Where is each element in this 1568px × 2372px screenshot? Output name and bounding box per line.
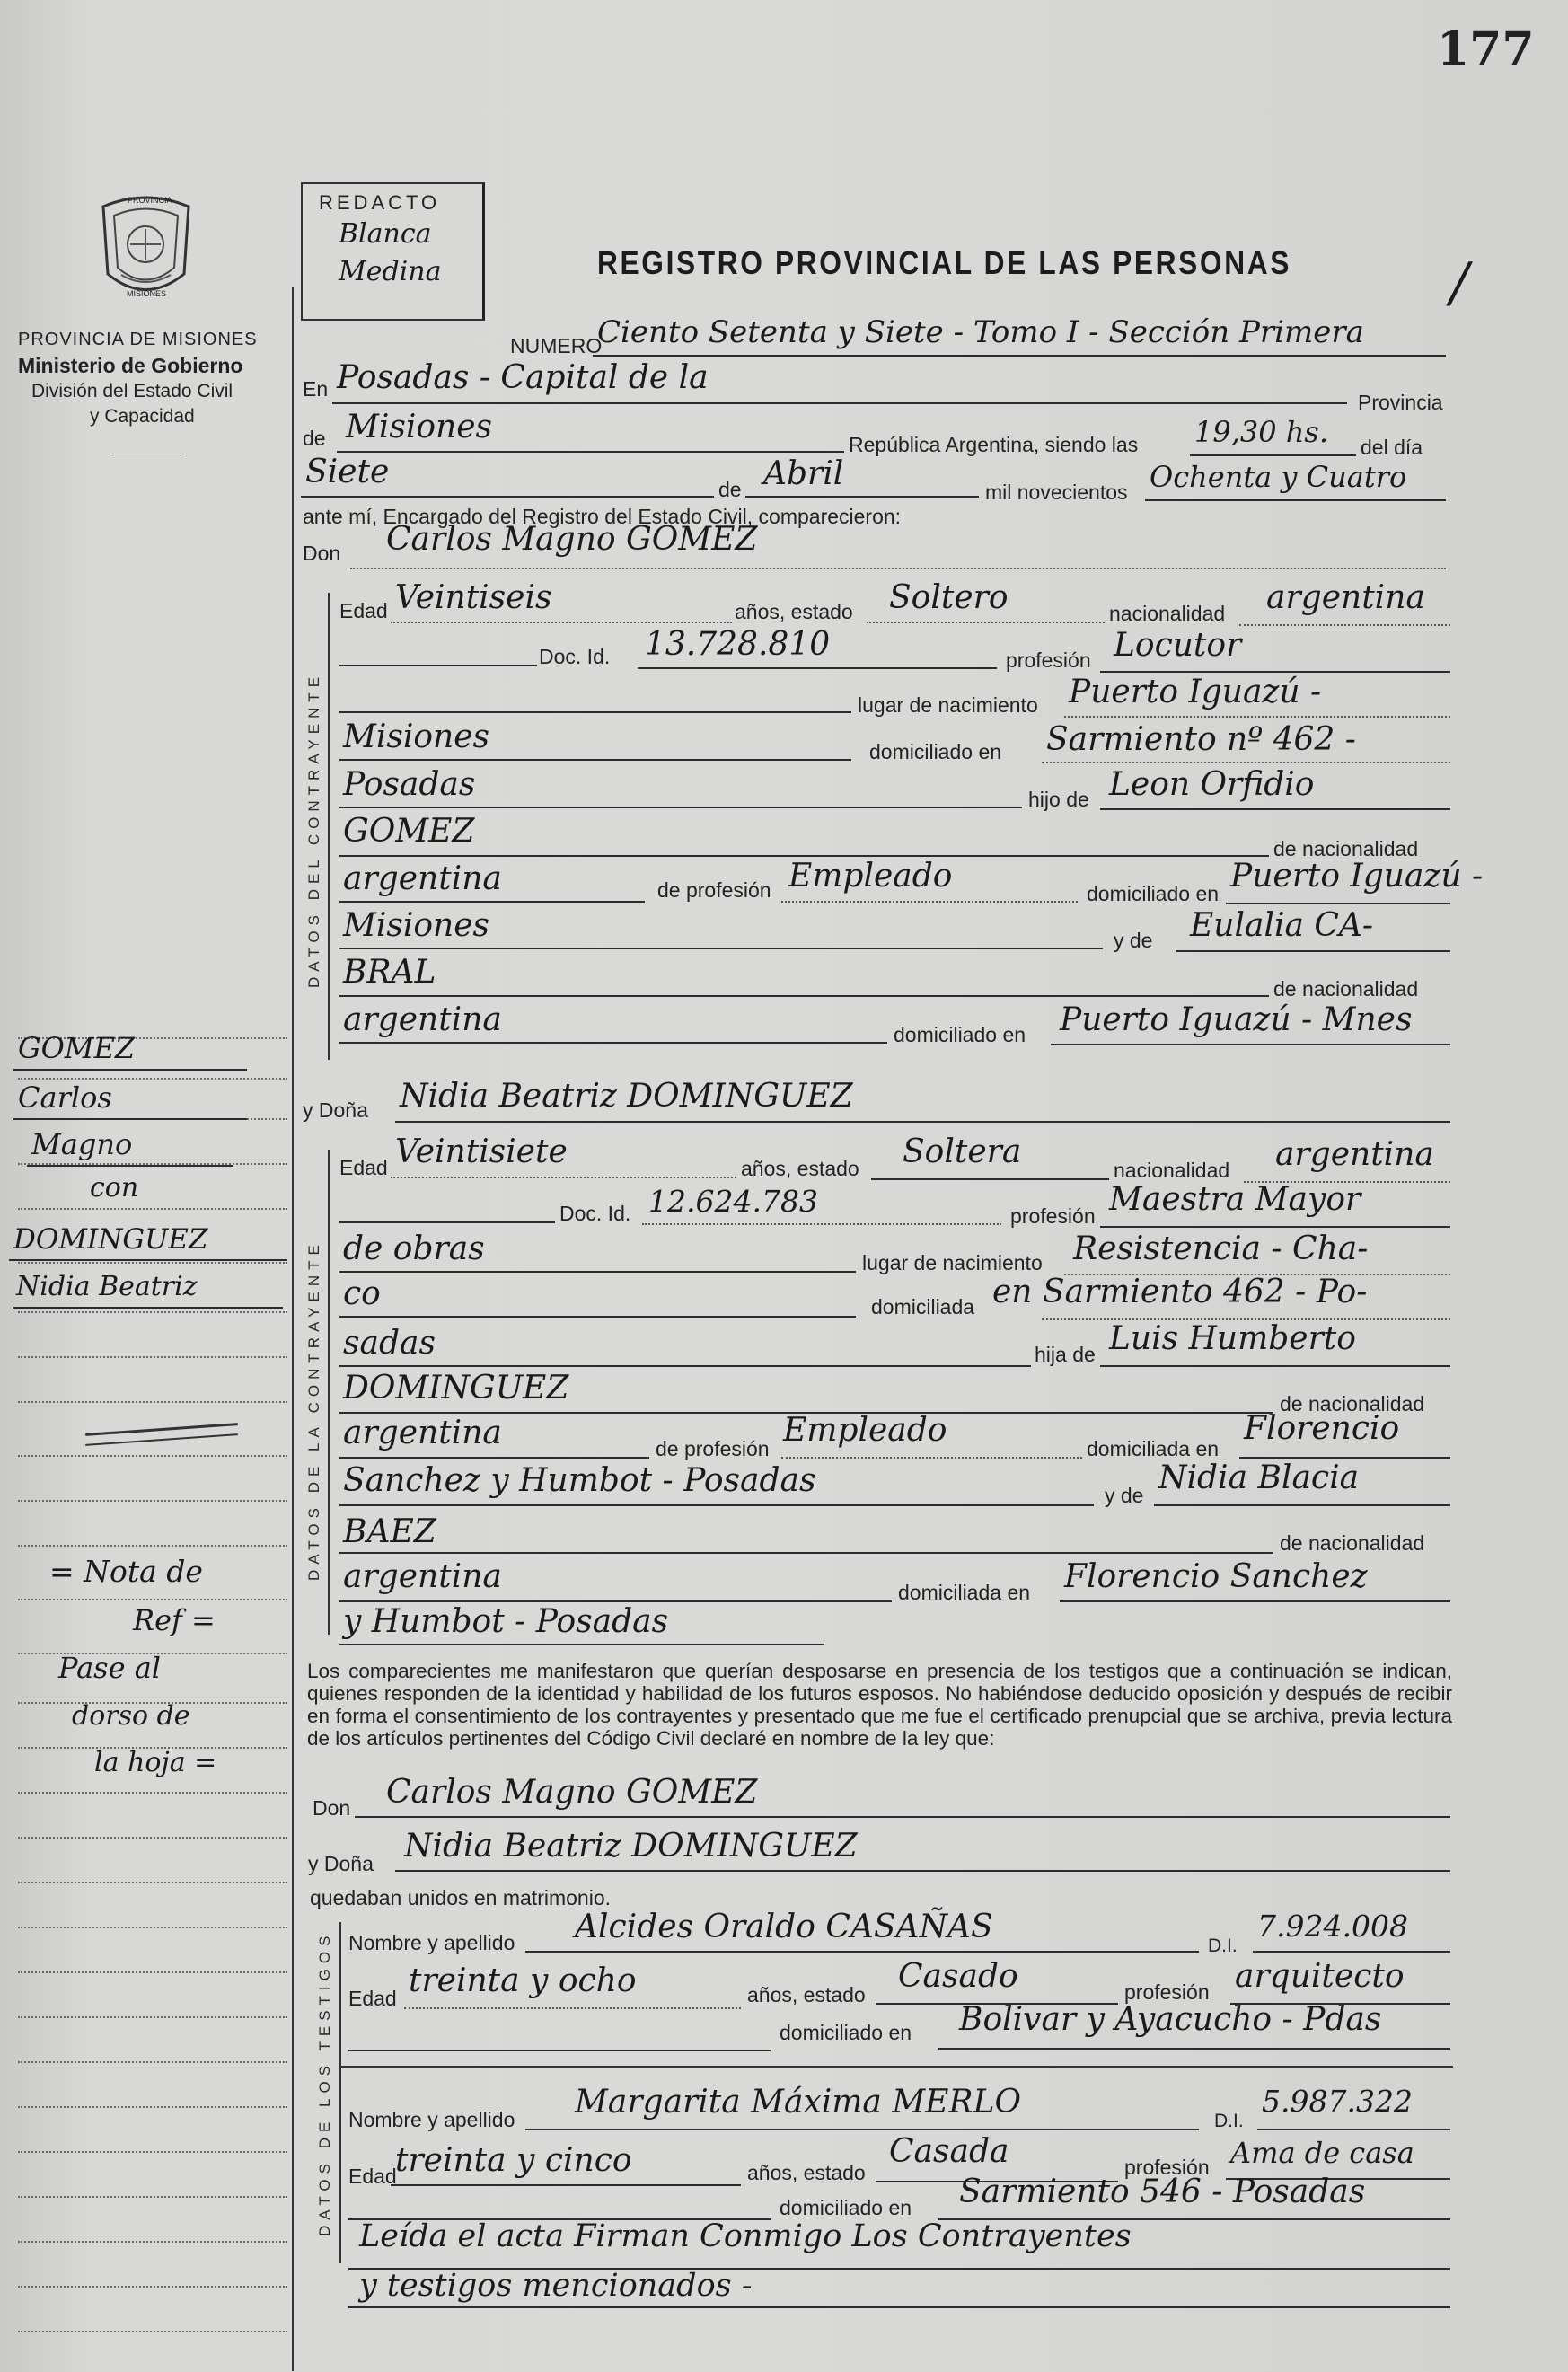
cierre-line-1: Leída el acta Firman Conmigo Los Contrayentes: [359, 2218, 1132, 2254]
dom-line: [1042, 762, 1450, 763]
estado-line: [867, 622, 1105, 623]
f-madre2-line: [339, 1552, 1273, 1554]
de-prof-label: de profesión: [657, 878, 771, 902]
dia-value: Siete: [305, 454, 390, 490]
margin-rule: [18, 1545, 287, 1547]
f-madre-dom2-line: [339, 1644, 824, 1645]
contrayente-f-nombre: Nidia Beatriz DOMINGUEZ: [400, 1078, 853, 1115]
contrayente-edad: Veintiseis: [395, 579, 552, 616]
lugar-blank-line: [339, 711, 851, 713]
redacto-hand-2: Medina: [339, 256, 442, 287]
f-dom2-line: [339, 1365, 1031, 1367]
margin-rule: [18, 2196, 287, 2198]
madre-domicilio: Puerto Iguazú - Mnes: [1060, 1001, 1413, 1038]
margin-rule: [18, 2106, 287, 2108]
testigos-bracket: [339, 1922, 341, 2263]
contrayente-f-bracket: [328, 1150, 330, 1635]
margin-note-surname-underline: [13, 1069, 247, 1071]
mes-value: Abril: [763, 455, 844, 492]
mil-label: mil novecientos: [985, 481, 1128, 504]
f-padre-domicilio: Florencio: [1244, 1410, 1400, 1447]
margin-note-ref-4: dorso de: [72, 1700, 190, 1732]
redacto-hand-1: Blanca: [339, 218, 432, 250]
f-padre-profesion: Empleado: [783, 1412, 947, 1449]
padre-domicilio-2: Misiones: [343, 907, 490, 944]
contrayente-f-domicilio-2: sadas: [343, 1325, 436, 1362]
en-line: [332, 402, 1347, 404]
t1-edad: treinta y ocho: [409, 1962, 637, 1999]
contrayente-f-nacionalidad: argentina: [1275, 1136, 1434, 1173]
t1-nombre-line: [525, 1951, 1199, 1953]
margin-rule: [18, 1262, 287, 1264]
margin-rule: [18, 1208, 287, 1210]
margin-rule: [18, 1455, 287, 1457]
contrayente-f-side-label: DATOS DE LA CONTRAYENTE: [305, 1239, 322, 1581]
margin-strike-mark: [85, 1433, 238, 1446]
form-left-border: [292, 287, 294, 2371]
t2-di-line: [1257, 2129, 1450, 2130]
contrayente-f-edad: Veintisiete: [395, 1133, 568, 1170]
f-padre-dom-label: domiciliada en: [1087, 1437, 1220, 1460]
hijo-label: hijo de: [1028, 788, 1089, 811]
contrayente-f-lugar: Resistencia - Cha-: [1073, 1230, 1369, 1267]
contrayente-profesion: Locutor: [1114, 627, 1242, 664]
de-nac-label: de nacionalidad: [1273, 837, 1419, 860]
t2-profesion: Ama de casa: [1230, 2136, 1414, 2170]
dia-line: [301, 496, 714, 498]
t2-estado: Casada: [889, 2133, 1009, 2170]
dona-label: y Doña: [303, 1098, 368, 1122]
numero-label: NUMERO: [510, 334, 603, 357]
decl-dona-label: y Doña: [308, 1852, 374, 1875]
anio-line: [1145, 499, 1446, 501]
margin-rule: [18, 1971, 287, 1973]
lugar-line: [1064, 716, 1450, 718]
margin-note-surname-2: DOMINGUEZ: [13, 1223, 208, 1256]
margin-note-name-2: Nidia Beatriz: [16, 1271, 198, 1302]
contrayente-f-lugar-2: co: [343, 1275, 381, 1312]
margin-rule: [18, 1599, 287, 1600]
padre-nac-line: [339, 901, 645, 903]
republica-label: República Argentina, siendo las: [849, 433, 1139, 456]
f-estado-line: [871, 1178, 1109, 1180]
t1-dom-blank-line: [348, 2050, 771, 2051]
nac-label: nacionalidad: [1109, 602, 1226, 625]
de2-label: de: [718, 478, 742, 501]
ministry-label: Ministerio de Gobierno: [18, 354, 243, 377]
contrayente-padre-2: GOMEZ: [343, 813, 475, 850]
contrayente-side-label: DATOS DEL CONTRAYENTE: [305, 671, 322, 988]
decl-don-value: Carlos Magno GOMEZ: [386, 1774, 758, 1811]
margin-rule: [18, 2331, 287, 2332]
contrayente-lugar: Puerto Iguazú -: [1069, 674, 1322, 710]
seal-text-top: PROVINCIA: [128, 196, 172, 205]
f-madre-line: [1154, 1504, 1450, 1506]
decl-don-label: Don: [313, 1796, 351, 1820]
f-lugar2-line: [339, 1316, 856, 1318]
contrayente-f-madre-2: BAEZ: [343, 1513, 436, 1550]
t2-anios-label: años, estado: [747, 2161, 866, 2184]
don-label: Don: [303, 542, 341, 565]
margin-note-middle-underline: [27, 1165, 233, 1167]
margin-note-middle: Magno: [31, 1127, 133, 1161]
f-anios-label: años, estado: [741, 1157, 859, 1180]
lugar-label: lugar de nacimiento: [858, 693, 1038, 717]
anio-value: Ochenta y Cuatro: [1150, 460, 1407, 494]
margin-rule: [18, 1500, 287, 1502]
f-madre-nacionalidad: argentina: [343, 1558, 502, 1595]
del-dia-label: del día: [1361, 436, 1423, 459]
t1-prof-label: profesión: [1124, 1980, 1210, 2004]
padre-dom2-line: [339, 948, 1103, 949]
t1-estado: Casado: [898, 1958, 1018, 1995]
margin-note-name-2-underline: [13, 1307, 283, 1309]
f-de-prof-label: de profesión: [656, 1437, 770, 1460]
decl-dona-line: [395, 1870, 1450, 1872]
f-de-nac-label: de nacionalidad: [1280, 1392, 1425, 1415]
t1-edad-label: Edad: [348, 1987, 397, 2010]
madre-nac-label: de nacionalidad: [1273, 977, 1419, 1001]
t1-profesion: arquitecto: [1235, 1958, 1405, 1995]
dom-label: domiciliado en: [869, 740, 1002, 763]
t1-dom-label: domiciliado en: [780, 2021, 912, 2044]
f-y-de-label: y de: [1105, 1484, 1144, 1507]
contrayente-lugar-2: Misiones: [343, 719, 490, 755]
padre2-line: [339, 855, 1269, 857]
madre-dom-line: [1051, 1044, 1450, 1045]
margin-rule: [18, 2151, 287, 2153]
mes-line: [745, 496, 979, 498]
madre-dom-label: domiciliado en: [894, 1023, 1026, 1046]
redacto-box: [301, 182, 485, 321]
contrayente-domicilio: Sarmiento nº 462 -: [1046, 721, 1356, 758]
anios-label: años, estado: [735, 600, 853, 623]
f-padre-domicilio-2: Sanchez y Humbot - Posadas: [343, 1462, 816, 1499]
contrayente-f-domicilio: en Sarmiento 462 - Po-: [992, 1274, 1368, 1310]
margin-note-surname: GOMEZ: [18, 1031, 136, 1065]
padre-prof-line: [781, 901, 1078, 903]
madre2-line: [339, 995, 1269, 997]
padre-profesion: Empleado: [788, 858, 953, 895]
t1-domicilio: Bolivar y Ayacucho - Pdas: [959, 2001, 1382, 2038]
contrayente-doc: 13.728.810: [645, 626, 831, 663]
f-madre-nac-label: de nacionalidad: [1280, 1531, 1425, 1555]
t2-dom-label: domiciliado en: [780, 2196, 912, 2219]
margin-note-name: Carlos: [18, 1080, 112, 1115]
margin-note-name-underline: [13, 1118, 247, 1120]
f-hija-label: hija de: [1035, 1343, 1096, 1366]
madre-line: [1176, 950, 1450, 952]
f-lugar-label: lugar de nacimiento: [862, 1251, 1043, 1274]
margin-rule: [18, 1311, 287, 1313]
contrayente-f-padre: Luis Humberto: [1109, 1320, 1356, 1357]
dom2-line: [339, 807, 1022, 808]
prof-line: [1100, 671, 1450, 673]
margin-note-surname-2-underline: [9, 1259, 287, 1261]
margin-rule: [18, 2286, 287, 2288]
f-padre-prof-line: [781, 1457, 1082, 1459]
contrayente-f-profesion: Maestra Mayor: [1109, 1181, 1361, 1218]
contrayente-bracket: [328, 593, 330, 1060]
margin-rule: [18, 1882, 287, 1883]
margin-rule: [18, 2061, 287, 2063]
contrayente-f-madre: Nidia Blacia: [1158, 1459, 1360, 1496]
corner-mark: /: [1450, 251, 1469, 314]
decl-dona-value: Nidia Beatriz DOMINGUEZ: [404, 1828, 858, 1865]
f-madre-domicilio-2: y Humbot - Posadas: [343, 1603, 669, 1640]
margin-rule: [18, 1401, 287, 1403]
nac-line: [1239, 624, 1450, 626]
margin-note-ref-2: Ref =: [133, 1603, 216, 1637]
doc-blank-line: [339, 665, 537, 666]
contrayente-domicilio-2: Posadas: [343, 766, 476, 803]
f-prof-label: profesión: [1010, 1204, 1096, 1228]
t1-nombre: Alcides Oraldo CASAÑAS: [575, 1909, 993, 1945]
de-label: de: [303, 427, 326, 450]
t2-di-label: D.I.: [1214, 2111, 1244, 2131]
cierre2-line: [348, 2306, 1450, 2308]
contrayente-f-padre-2: DOMINGUEZ: [343, 1370, 569, 1406]
madre-nacionalidad: argentina: [343, 1001, 502, 1038]
edad-line: [391, 622, 732, 623]
f-doc-line: [642, 1223, 1001, 1225]
en-label: En: [303, 377, 329, 401]
margin-rule: [18, 1837, 287, 1839]
provincial-seal-icon: [94, 189, 198, 305]
f-doc-label: Doc. Id.: [559, 1202, 631, 1225]
f-hija-line: [1100, 1365, 1450, 1367]
contrayente-nombre: Carlos Magno GOMEZ: [386, 521, 758, 558]
padre-dom-line: [1226, 903, 1450, 904]
doc-line: [638, 667, 997, 669]
t1-nombre-label: Nombre y apellido: [348, 1931, 515, 1954]
don-line: [350, 568, 1446, 569]
hora-value: 19,30 hs.: [1194, 415, 1328, 449]
padre-domicilio: Puerto Iguazú -: [1230, 858, 1484, 895]
margin-rule: [18, 1356, 287, 1358]
f-prof-line: [1100, 1226, 1450, 1228]
margin-strike-mark: [85, 1423, 238, 1436]
de-line: [337, 451, 844, 453]
dona-line: [395, 1121, 1450, 1123]
lugar2-line: [339, 759, 851, 761]
f-padre-nacionalidad: argentina: [343, 1415, 502, 1451]
t2-domicilio: Sarmiento 546 - Posadas: [959, 2174, 1366, 2210]
en-value: Posadas - Capital de la: [337, 359, 709, 396]
seal-text-bottom: MISIONES: [127, 289, 167, 298]
cierre-line-2: y testigos mencionados -: [359, 2268, 753, 2304]
contrayente-f-estado: Soltera: [903, 1133, 1022, 1170]
madre-nac-line: [339, 1042, 887, 1044]
hora-line: [1190, 454, 1356, 456]
province-label: PROVINCIA DE MISIONES: [18, 330, 258, 349]
division-label: División del Estado Civil: [31, 381, 233, 401]
margin-note-ref-1: = Nota de: [49, 1554, 203, 1589]
doc-label: Doc. Id.: [539, 645, 611, 668]
edad-label: Edad: [339, 599, 388, 622]
margin-rule: [18, 1078, 287, 1080]
contrayente-nacionalidad: argentina: [1266, 579, 1425, 616]
t2-edad: treinta y cinco: [395, 2142, 632, 2179]
contrayente-padre: Leon Orfidio: [1109, 766, 1315, 803]
t2-nombre: Margarita Máxima MERLO: [575, 2084, 1021, 2121]
margin-rule: [18, 2016, 287, 2018]
f-padre-dom2-line: [339, 1504, 1094, 1506]
t1-di: 7.924.008: [1257, 1909, 1408, 1944]
numero-value: Ciento Setenta y Siete - Tomo I - Sección Primera: [597, 314, 1364, 350]
contrayente-estado: Soltero: [889, 579, 1009, 616]
t2-di: 5.987.322: [1262, 2084, 1413, 2119]
t2-edad-line: [391, 2184, 741, 2186]
declaracion-text: Los comparecientes me manifestaron que querían desposarse en presencia de los testigos que a continuación se indican, quienes responden de la identidad y habilidad de los futuros esposos. No habiéndose deducido oposición y después de recibir en forma el consentimiento de los contrayentes y presentado que me fue el certificado prenupcial que se archiva, previa lectura de los artículos pertinentes del Código Civil declaré en nombre de la ley que:: [307, 1660, 1452, 1750]
f-padre-nac-line: [339, 1457, 649, 1459]
margin-note-ref-3: Pase al: [58, 1651, 162, 1685]
t2-nombre-line: [525, 2129, 1199, 2130]
t1-di-line: [1253, 1951, 1450, 1953]
t1-anios-label: años, estado: [747, 1983, 866, 2006]
contrayente-madre-2: BRAL: [343, 954, 436, 991]
capacity-label: y Capacidad: [90, 406, 195, 427]
page-number: 177: [1437, 22, 1535, 76]
t2-nombre-label: Nombre y apellido: [348, 2108, 515, 2131]
redacto-label: REDACTO: [319, 191, 441, 214]
numero-line: [593, 355, 1446, 357]
hijo-line: [1100, 808, 1450, 810]
y-de-label: y de: [1114, 929, 1153, 952]
f-padre-dom-line: [1239, 1457, 1450, 1459]
t2-prof-label: profesión: [1124, 2156, 1210, 2179]
f-nac-label: nacionalidad: [1114, 1159, 1230, 1182]
t2-edad-label: Edad: [348, 2165, 397, 2188]
f-edad-line: [391, 1177, 736, 1178]
f-madre-dom-label: domiciliada en: [898, 1581, 1031, 1604]
testigos-divider: [339, 2066, 1453, 2068]
f-madre-nac-line: [339, 1600, 892, 1602]
padre-dom-label: domiciliado en: [1087, 882, 1220, 905]
f-edad-label: Edad: [339, 1156, 388, 1179]
de-value: Misiones: [346, 409, 493, 445]
t1-edad-line: [404, 2007, 741, 2009]
decl-don-line: [355, 1816, 1450, 1818]
margin-rule: [18, 1792, 287, 1794]
f-doc-blank-line: [339, 1221, 555, 1223]
contrayente-f-doc: 12.624.783: [648, 1184, 818, 1219]
t1-di-label: D.I.: [1208, 1936, 1238, 1956]
f-prof2-line: [339, 1271, 856, 1273]
contrayente-f-profesion-2: de obras: [343, 1230, 485, 1267]
margin-rule: [18, 1927, 287, 1928]
t1-dom-line: [938, 2048, 1450, 2050]
f-madre-domicilio: Florencio Sanchez: [1064, 1558, 1368, 1595]
unidos-text: quedaban unidos en matrimonio.: [310, 1886, 612, 1909]
testigos-side-label: DATOS DE LOS TESTIGOS: [316, 1930, 333, 2236]
f-dom-label: domiciliada: [871, 1295, 975, 1318]
ante-text: ante mí, Encargado del Registro del Estado Civil, comparecieron:: [303, 505, 902, 528]
margin-note-ref-5: la hoja =: [94, 1747, 217, 1778]
f-madre-dom-line: [1060, 1600, 1450, 1602]
padre-nacionalidad: argentina: [343, 860, 502, 897]
margin-note-con: con: [90, 1172, 139, 1204]
page-title: REGISTRO PROVINCIAL DE LAS PERSONAS: [597, 244, 1292, 281]
contrayente-madre: Eulalia CA-: [1190, 907, 1374, 944]
prof-label: profesión: [1006, 648, 1091, 672]
margin-rule: [18, 2241, 287, 2243]
provincia-label: Provincia: [1358, 391, 1443, 414]
